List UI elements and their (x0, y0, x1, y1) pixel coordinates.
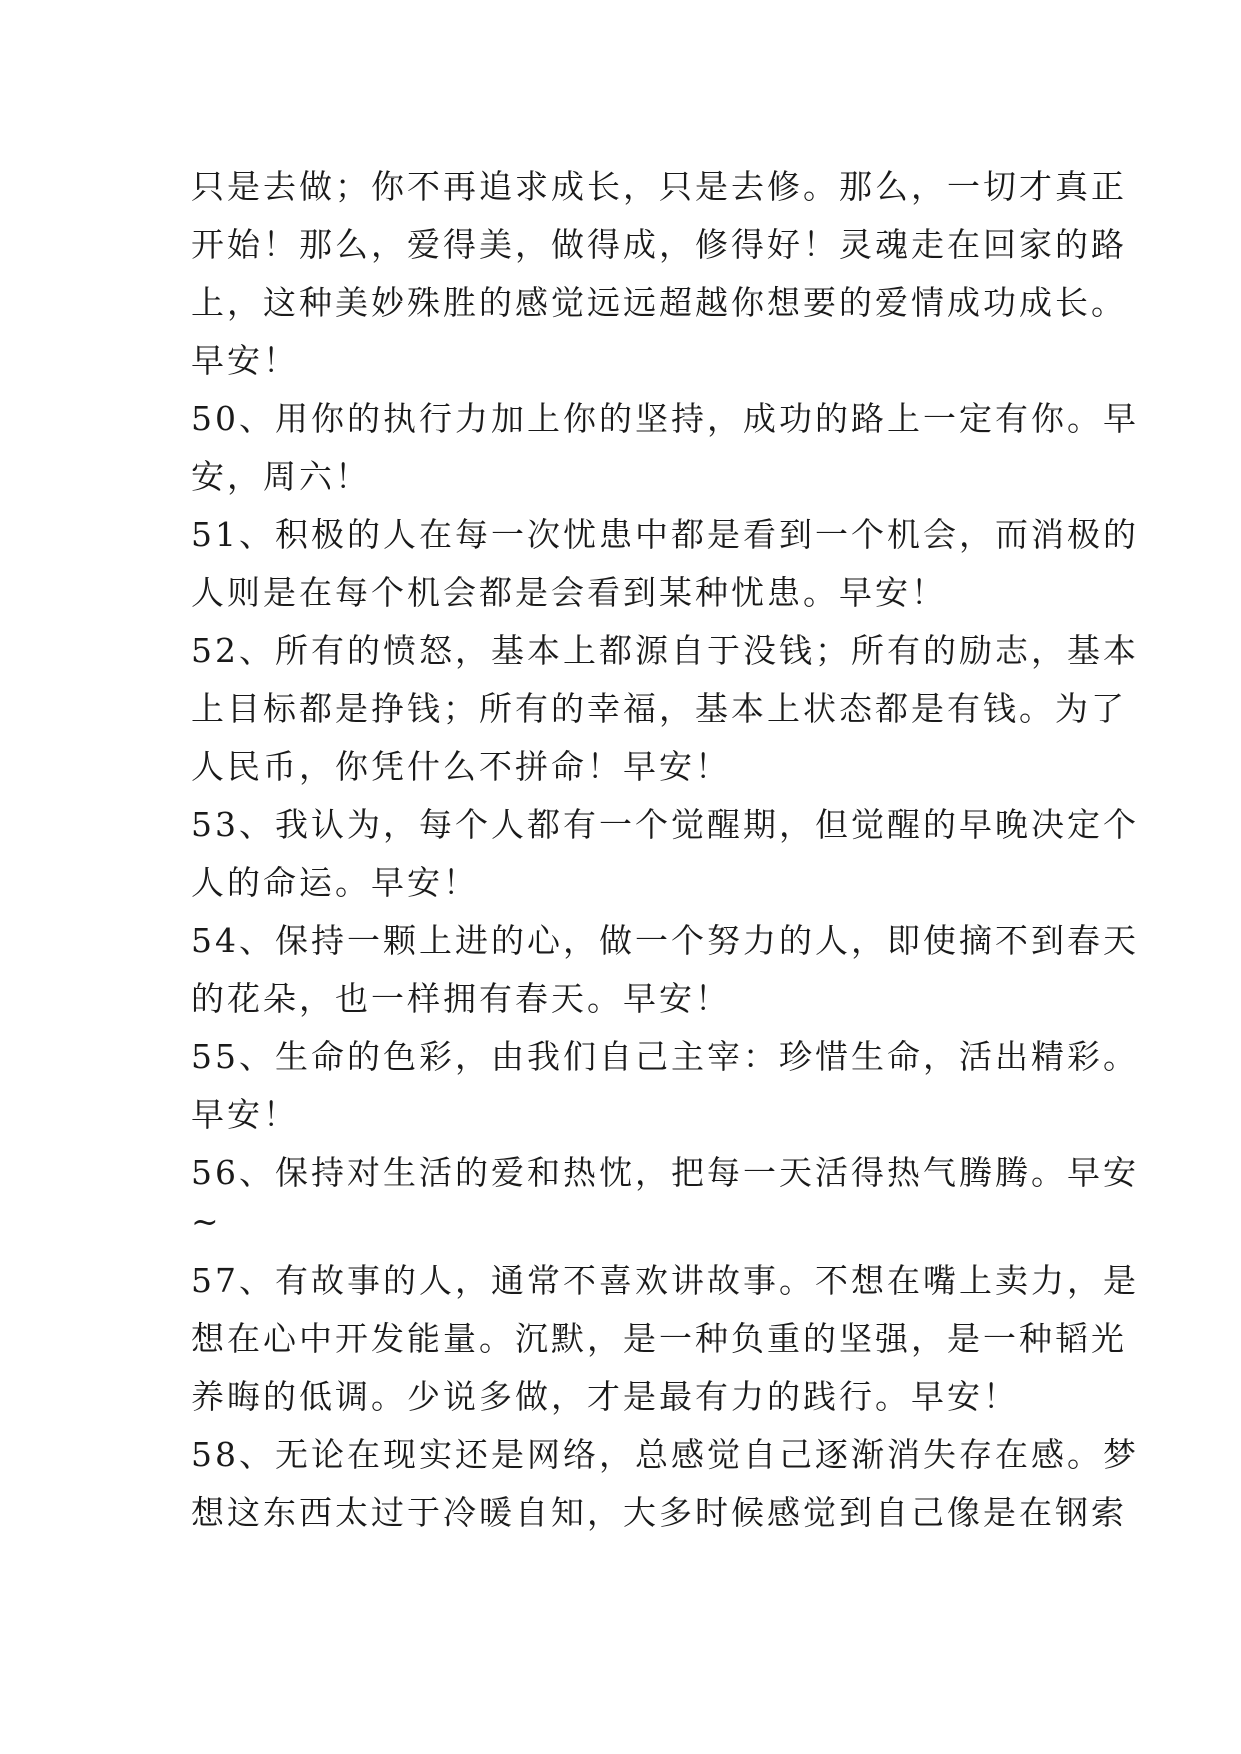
text-line: 56、保持对生活的爱和热忱，把每一天活得热气腾腾。早安 (191, 1153, 1139, 1192)
text-line: 上目标都是挣钱；所有的幸福，基本上状态都是有钱。为了 (191, 689, 1127, 728)
text-line: 早安！ (191, 341, 299, 380)
text-line: 54、保持一颗上进的心，做一个努力的人，即使摘不到春天 (191, 921, 1139, 960)
text-line: 58、无论在现实还是网络，总感觉自己逐渐消失存在感。梦 (191, 1435, 1139, 1474)
text-line: 早安！ (191, 1095, 299, 1134)
text-line: 53、我认为，每个人都有一个觉醒期，但觉醒的早晚决定个 (191, 805, 1139, 844)
text-line: 开始！那么，爱得美，做得成，修得好！灵魂走在回家的路 (191, 225, 1127, 264)
text-line: 的花朵，也一样拥有春天。早安！ (191, 979, 731, 1018)
body-text (191, 158, 1139, 1542)
text-line: 人民币，你凭什么不拼命！早安！ (191, 747, 731, 786)
text-line: 51、积极的人在每一次忧患中都是看到一个机会，而消极的 (191, 515, 1139, 554)
text-line: 人的命运。早安！ (191, 863, 479, 902)
text-line: ~ (191, 1202, 222, 1241)
text-line: 人则是在每个机会都是会看到某种忧患。早安！ (191, 573, 947, 612)
text-line: 52、所有的愤怒，基本上都源自于没钱；所有的励志，基本 (191, 631, 1139, 670)
text-line: 57、有故事的人，通常不喜欢讲故事。不想在嘴上卖力，是 (191, 1261, 1139, 1300)
text-line: 55、生命的色彩，由我们自己主宰：珍惜生命，活出精彩。 (191, 1037, 1139, 1076)
text-line: 只是去做；你不再追求成长，只是去修。那么，一切才真正 (191, 167, 1127, 206)
text-line: 上，这种美妙殊胜的感觉远远超越你想要的爱情成功成长。 (191, 283, 1127, 322)
text-line: 安，周六！ (191, 457, 371, 496)
text-line: 想这东西太过于冷暖自知，大多时候感觉到自己像是在钢索 (191, 1493, 1127, 1532)
text-line: 50、用你的执行力加上你的坚持，成功的路上一定有你。早 (191, 399, 1139, 438)
text-line: 养晦的低调。少说多做，才是最有力的践行。早安！ (191, 1377, 1019, 1416)
text-line: 想在心中开发能量。沉默，是一种负重的坚强，是一种韬光 (191, 1319, 1127, 1358)
